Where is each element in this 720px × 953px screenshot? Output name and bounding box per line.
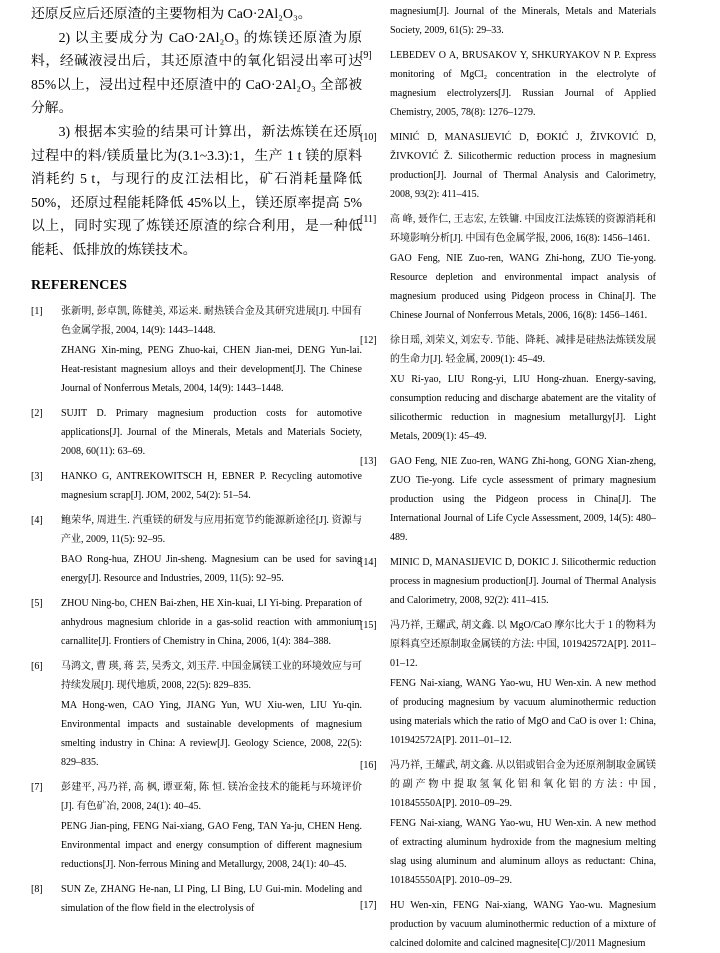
reference-item [360,210,656,325]
reference-text: SUJIT D. Primary magnesium production costs for automotive applications[J]. Journal of the Minerals, Metals and Materials Society, 2008, 60(11): 63–69. [61,407,362,457]
reference-text: 张新明, 彭卓凯, 陈健美, 邓运来. 耐热镁合金及其研究进展[J]. 中国有色金属学报, 2004, 14(9): 1443–1448. [61,305,362,336]
reference-text: ZHOU Ning-bo, CHEN Bai-zhen, HE Xin-kuai, LI Yi-bing. Preparation of anhydrous magnesium chloride in a gas-solid reaction with ammonium carnallite[J]. Frontiers of Chemistry in China, 2006, 1(4): 384–388. [61,597,362,647]
reference-number: [8] [31,883,43,895]
reference-number: [1] [31,305,43,317]
reference-text: 彭建平, 冯乃祥, 高 枫, 谭亚菊, 陈 恒. 镁冶金技术的能耗与环境评价[J]. 有色矿冶, 2008, 24(1): 40–45. [61,781,362,812]
reference-text: SUN Ze, ZHANG He-nan, LI Ping, LI Bing, LU Gui-min. Modeling and simulation of the flow field in the electrolysis of [61,883,362,914]
reference-text: 冯乃祥, 王耀武, 胡文鑫. 以 MgO/CaO 摩尔比大于 1 的物料为原料真空还原制取金属镁的方法: 中国, 101942572A[P]. 2011–01–12. [390,620,656,669]
reference-number: [6] [31,660,43,672]
reference-text: ZHANG Xin-ming, PENG Zhuo-kai, CHEN Jian-mei, DENG Yun-lai. Heat-resistant magnesium alloys and their development[J]. The Chinese Journal of Nonferrous Metals, 2004, 14(9): 1443–1448. [61,344,362,394]
right-column [360,2,656,953]
left-column [31,2,362,918]
reference-text: HANKO G, ANTREKOWITSCH H, EBNER P. Recycling automotive magnesium scrap[J]. JOM, 2002, 54(2): 51–54. [61,470,362,501]
reference-item [360,46,656,122]
reference-number: [4] [31,514,43,526]
reference-text: 徐日瑶, 刘荣义, 刘宏专. 节能、降耗、减排是硅热法炼镁发展的生命力[J]. 轻金属, 2009(1): 45–49. [390,335,656,365]
reference-number: [12] [360,335,377,346]
reference-item [31,511,362,588]
reference-text: GAO Feng, NIE Zuo-ren, WANG Zhi-hong, GONG Xian-zheng, ZUO Tie-yong. Life cycle assessment of primary magnesium production using the Pidgeon process in China[J]. The International Journal of Life Cycle Assessment, 2009, 14(5): 480–489. [390,456,656,543]
reference-item [360,452,656,547]
references-heading: REFERENCES [31,277,128,293]
reference-item [31,657,362,772]
reference-text: LEBEDEV O A, BRUSAKOV Y, SHKURYAKOV N P. Express monitoring of MgCl₂ concentration in the electrolyte of magnesium electrolyzers[J]. Russian Journal of Applied Chemistry, 2005, 78(8): 1276–1279. [390,50,656,118]
reference-item [360,331,656,446]
reference-text: MINIĆ D, MANASIJEVIĆ D, ĐOKIĆ J, ŽIVKOVIĆ D, ŽIVKOVIĆ Ž. Silicothermic reduction process in magnesium production[J]. Journal of Thermal Analysis and Calorimetry, 2008, 93(2): 411–415. [390,132,656,200]
reference-number: [10] [360,132,377,143]
reference-number: [9] [360,50,372,61]
reference-text: MINIC D, MANASIJEVIC D, DOKIC J. Silicothermic reduction process in magnesium production[J]. Journal of Thermal Analysis and Calorimetry, 2008, 92(2): 411–415. [390,557,656,606]
left-reference-list [31,302,362,918]
reference-number: [5] [31,597,43,609]
reference-text: PENG Jian-ping, FENG Nai-xiang, GAO Feng, TAN Ya-ju, CHEN Heng. Environmental impact and energy consumption of different magnesium reductions[J]. Non-ferrous Mining and Metallurgy, 2008, 24(1): 40–45. [61,820,362,870]
reference-text: XU Ri-yao, LIU Rong-yi, LIU Hong-zhuan. Energy-saving, consumption reducing and discharge abatement are the vitality of silicothermic reduction in magnesium metallurgy[J]. Light Metals, 2009(1): 45–49. [390,374,656,442]
conclusion-paragraph-3: 3) 根据本实验的结果可计算出，新法炼镁在还原过程中的料/镁质量比为(3.1~3.3):1，生产 1 t 镁的原料消耗约 5 t，与现行的皮江法相比，矿石消耗量降低 50%，还原过程能耗降低 45%以上，镁还原率提高 5%以上，同时实现了炼镁还原渣的综合利用，是一种低能耗、低排放的炼镁技术。 [31,123,362,257]
right-reference-list [360,2,656,953]
reference-text: 高 峰, 聂作仁, 王志宏, 左铁镛. 中国皮江法炼镁的资源消耗和环境影响分析[J]. 中国有色金属学报, 2006, 16(8): 1456–1461. [390,214,656,244]
reference-number: [16] [360,760,377,771]
reference-item [31,467,362,505]
reference-number: [14] [360,557,377,568]
reference-text: GAO Feng, NIE Zuo-ren, WANG Zhi-hong, ZUO Tie-yong. Resource depletion and environmental impact analysis of magnesium produced using Pidgeon process in China[J]. The Chinese Journal of Nonferrous Metals, 2006, 16(8): 1456–1461. [390,253,656,321]
reference-text: 马鸿文, 曹 瑛, 蒋 芸, 吴秀文, 刘玉芹. 中国金属镁工业的环境效应与可持续发展[J]. 现代地质, 2008, 22(5): 829–835. [61,660,362,691]
reference-number: [3] [31,470,43,482]
reference-text: MA Hong-wen, CAO Ying, JIANG Yun, WU Xiu-wen, LIU Yu-qin. Environmental impacts and sustainable developments of magnesium smelting industry in China: A review[J]. Geology Science, 2008, 22(5): 829–835. [61,699,362,768]
reference-number: [13] [360,456,377,467]
reference-number: [7] [31,781,43,793]
reference-item [31,880,362,918]
reference-text: FENG Nai-xiang, WANG Yao-wu, HU Wen-xin. A new method of producing magnesium by vacuum aluminothermic reduction using materials which the ratio of MgO and CaO is over 1: China, 101942572A[P]. 2011–01–12. [390,678,656,746]
reference-item [360,553,656,610]
reference-text: FENG Nai-xiang, WANG Yao-wu, HU Wen-xin. A new method of extracting aluminum hydroxide from the magnesium melting slag using aluminum and aluminum alloys as reductant: China, 101845550A[P]. 2010–09–29. [390,818,656,886]
conclusion-paragraph-1: 还原反应后还原渣的主要物相为 CaO·2Al₂O₃。 [31,6,312,21]
reference-item [360,616,656,750]
reference-text: 鲍荣华, 周进生. 汽重镁的研发与应用拓宽节约能源新途径[J]. 资源与产业, 2009, 11(5): 92–95. [61,514,362,545]
reference-item [360,896,656,953]
reference-number: [17] [360,900,377,911]
reference-text: magnesium[J]. Journal of the Minerals, Metals and Materials Society, 2009, 61(5): 29–33. [390,6,656,36]
reference-item [360,128,656,204]
reference-text: HU Wen-xin, FENG Nai-xiang, WANG Yao-wu. Magnesium production by vacuum aluminothermic reduction of a mixture of calcined dolomite and calcined magnesite[C]//2011 Magnesium [390,900,656,949]
reference-item [360,756,656,890]
reference-item [31,404,362,461]
reference-item [360,2,656,40]
reference-item [31,778,362,874]
reference-number: [15] [360,620,377,631]
reference-number: [11] [360,214,377,225]
reference-item [31,302,362,398]
reference-text: BAO Rong-hua, ZHOU Jin-sheng. Magnesium can be used for saving energy[J]. Resource and Industries, 2009, 11(5): 92–95. [61,553,362,584]
conclusion-paragraph-2: 2) 以主要成分为 CaO·2Al₂O₃ 的炼镁还原渣为原料，经碱液浸出后，其还原渣中的氧化铝浸出率可达 85%以上，浸出过程中还原渣中的 CaO·2Al₂O₃ 全部被分解。 [31,29,362,116]
reference-item [31,594,362,651]
reference-text: 冯乃祥, 王耀武, 胡文鑫. 从以铝或铝合金为还原剂制取金属镁的副产物中提取氢氧化铝和氧化铝的方法: 中国, 101845550A[P]. 2010–09–29. [390,760,656,809]
reference-number: [2] [31,407,43,419]
